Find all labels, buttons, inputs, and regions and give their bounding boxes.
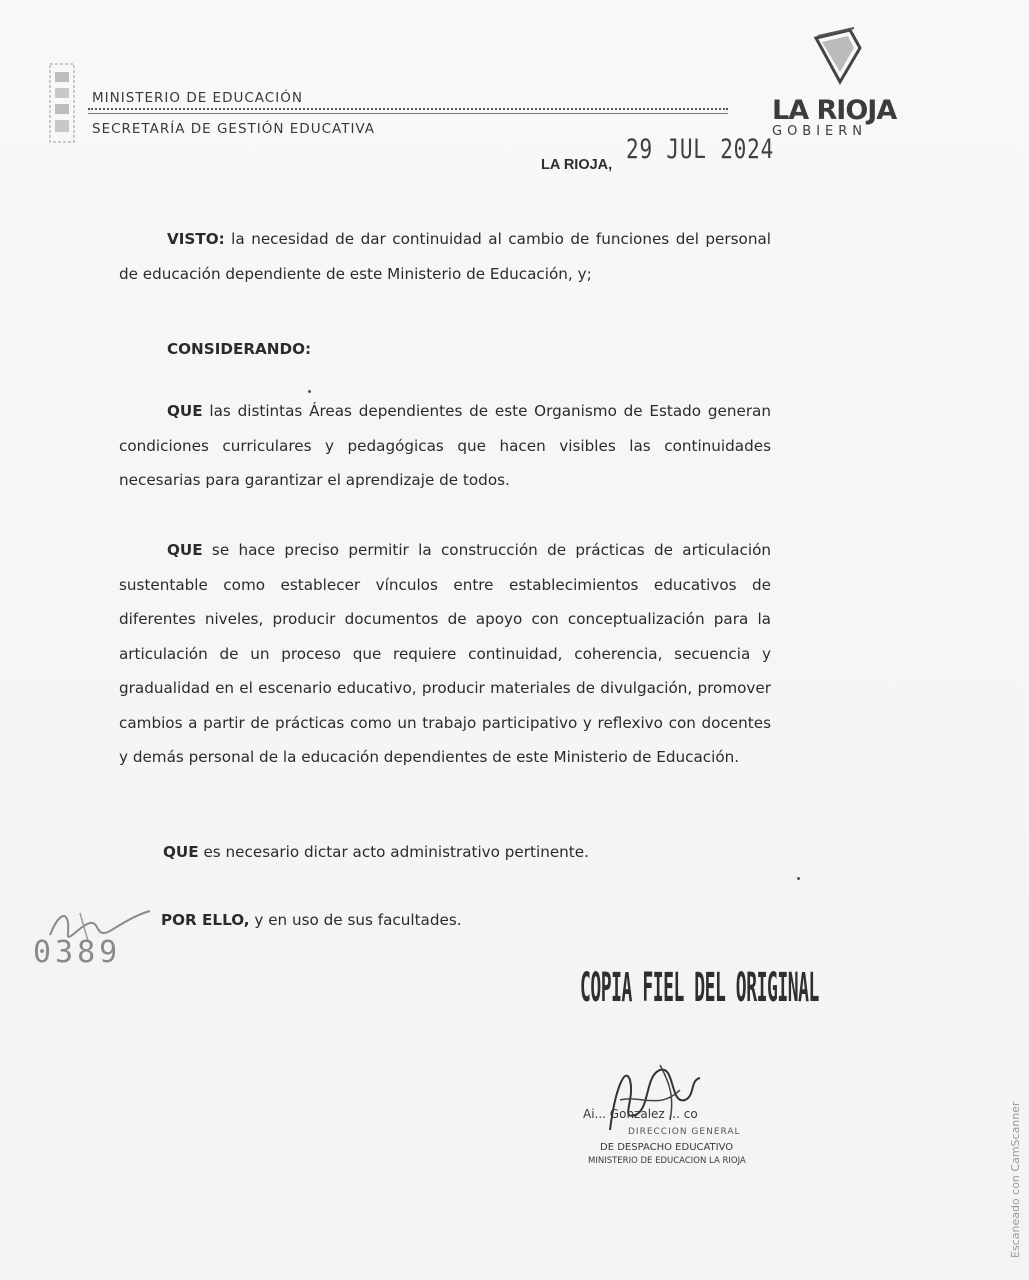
signatory-name: Ai... Gonzalez ... co <box>583 1107 698 1121</box>
visto-paragraph <box>119 222 771 291</box>
ministry-title: MINISTERIO DE EDUCACIÓN <box>92 90 303 106</box>
header-divider-solid <box>88 113 728 114</box>
scanner-watermark: Escaneado con CamScanner <box>1009 1101 1022 1258</box>
que2-text: se hace preciso permitir la construcción de prácticas de articulación sustentable como establecer vínculos entre establecimientos educativos de diferentes niveles, producir documentos de apoyo con conceptualización para la articulación de un proceso que requiere continuidad, coherencia, secuencia y gradualidad en el escenario educativo, producir materiales de divulgación, promover cambios a partir de prácticas como un trabajo participativo y reflexivo con docentes y demás personal de la educación dependientes de este Ministerio de Educación. <box>119 541 771 766</box>
secretariat-title: SECRETARÍA DE GESTIÓN EDUCATIVA <box>92 121 376 137</box>
que2-lead: QUE <box>167 541 203 559</box>
por-ello-text: y en uso de sus facultades. <box>249 911 462 929</box>
que3-lead: QUE <box>163 843 199 861</box>
que3-text: es necesario dictar acto administrativo pertinente. <box>198 843 589 861</box>
por-ello-paragraph <box>161 911 462 929</box>
logo-wordmark: LA RIOJA <box>772 95 897 126</box>
signatory-office: DE DESPACHO EDUCATIVO <box>600 1142 734 1153</box>
scan-speck <box>797 877 800 880</box>
que1-text: las distintas Áreas dependientes de este Organismo de Estado generan condiciones curriculares y pedagógicas que hacen visibles las continuidades necesarias para garantizar el aprendizaje de todos. <box>119 402 771 489</box>
place-label: LA RIOJA, <box>541 157 613 173</box>
logo-subtitle: GOBIERN <box>772 124 868 139</box>
que-paragraph-3 <box>163 843 589 861</box>
certified-copy-stamp: COPIA FIEL DEL ORIGINAL <box>580 965 819 1011</box>
coat-of-arms-icon <box>46 62 78 144</box>
visto-lead: VISTO: <box>167 230 225 248</box>
que-paragraph-1 <box>119 394 771 498</box>
visto-text: la necesidad de dar continuidad al cambio de funciones del personal de educación dependiente de este Ministerio de Educación, y; <box>119 230 771 283</box>
que1-lead: QUE <box>167 402 203 420</box>
considerando-heading: CONSIDERANDO: <box>167 340 312 358</box>
scan-speck <box>308 390 311 393</box>
resolution-number: 0389 <box>33 935 122 970</box>
date-stamp: 29 JUL 2024 <box>626 134 775 165</box>
la-rioja-logo-icon <box>810 24 864 86</box>
signatory-ministry: MINISTERIO DE EDUCACION LA RIOJA <box>588 1156 746 1166</box>
por-ello-lead: POR ELLO, <box>161 911 250 929</box>
header-divider <box>88 108 728 110</box>
que-paragraph-2 <box>119 533 771 775</box>
signatory-direction: DIRECCION GENERAL <box>628 1127 741 1137</box>
